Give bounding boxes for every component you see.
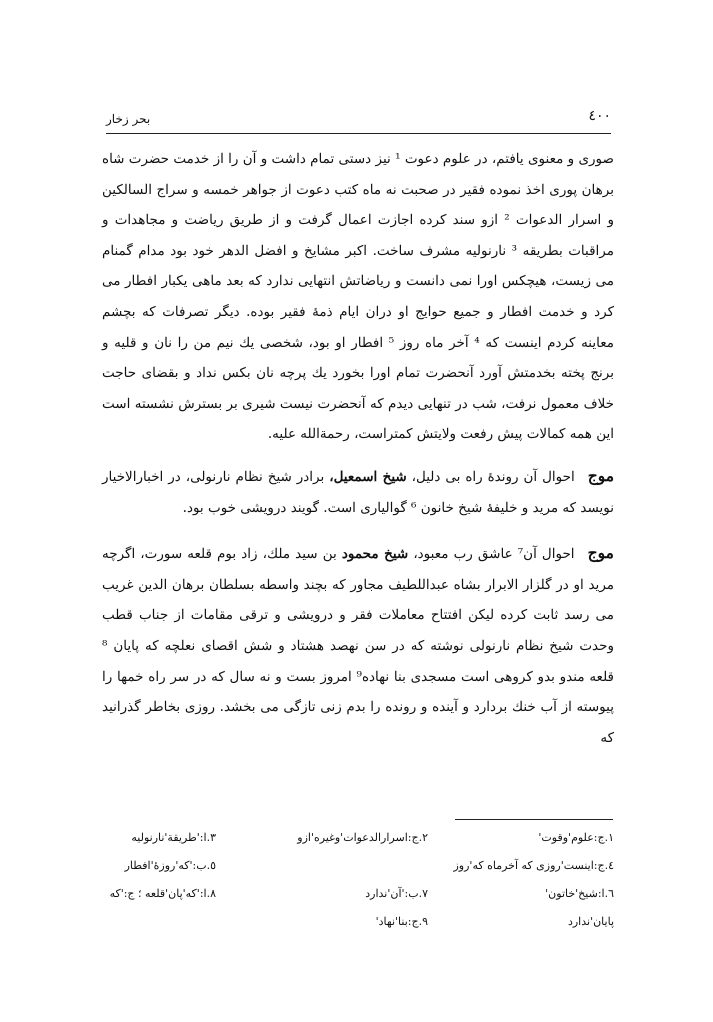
header-rule [106,133,611,134]
footnote: ٨.ا:'که'پان'قلعه ؛ ج:'که [109,887,216,900]
body-text [102,144,614,753]
footnote-row [102,915,614,943]
paragraph-1: صوری و معنوی یافتم، در علوم دعوت ¹ نیز دستی تمام داشت و آن را از خدمت حضرت شاه برهان پوری اخذ نموده فقیر در صحبت نه ماه کتب دعوت از جواهر خمسه و سراج السالکین و اسرار الدعوات ² ازو سند کرده اجازت اعمال گرفت و از طریق ریاضت و مجاهدات و مراقبات بطریقه ³ نارنولیه مشرف ساخت. اکبر مشایخ و افضل الدهر خود بود مدام گمنام می زیست، هیچکس اورا نمی دانست و ریاضاتش انتهایی ندارد که بعد ماهی یکبار افطار می کرد و خدمت افطار و جمیع حوایج او دران ایام ذمۀ فقیر بوده. دیگر تصرفات که بچشم معاینه کردم اینست که ⁴ آخر ماه روز ⁵ افطار او بود، شخصی یك نیم من را نان و قلیه و برنج پخته بخدمتش آورد آنحضرت تمام اورا بخورد یك پرچه نان بکس نداد و بقضای حاجت خلاف معمول نرفت، شب در تنهایی دیدم که آنحضرت نیست شیری بر بسترش نشسته است این همه کمالات پیش رفعت ولایتش کمتراست، رحمةالله علیه. [102,151,614,443]
footnote: ٥.ب:'که'روزۀ'افطار [124,859,216,872]
footnote: ٩.ج:بنا'نهاد' [375,915,428,928]
footnote-row [102,887,614,915]
mauj-heading: موج [587,543,614,563]
footnote-row [102,831,614,859]
footnotes [102,831,614,943]
footnote-rule [455,819,613,820]
footnote: ١.ج:علوم'وقوت' [538,831,614,844]
footnote: ٢.ج:اسرارالدعوات'وغیره'ازو [297,831,428,844]
paragraph-2-intro: احوال آن روندۀ راه بی دلیل، [411,468,575,485]
person-name: شیخ محمود [341,546,409,563]
paragraph-3-intro: احوال آن⁷ عاشق رب معبود، [413,546,575,563]
footnote: ٣.ا:'طریقة'نارنولیه [131,831,216,844]
footnote: ٤.ج:اینست'روزی که آخرماه که'روز [453,859,614,872]
footnote: پایان'ندارد [567,915,614,928]
mauj-heading: موج [587,465,615,485]
paragraph-2-text: برادر شیخ نظام نارنولی، در اخبارالاخیار نویسد که مرید و خلیفۀ شیخ خانون ⁶ گوالیاری است. گویند درویشی خوب بود. [102,468,614,516]
footnote: ٧.ب:'آن'ندارد [365,887,428,900]
person-name: شیخ اسمعیل، [329,468,407,485]
page-number: ٤٠٠ [588,108,611,124]
running-title: بحر زخار [106,112,151,126]
paragraph-2 [102,461,614,523]
footnote: ٦.ا:شیخ'خاتون' [545,887,614,900]
paragraph-3-text: بن سید ملك، زاد بوم قلعه سورت، اگرچه مرید او در گلزار الابرار بشاه عبداللطیف مجاور که بچند واسطه بسلطان برهان الدین غریب می رسد ثابت کرده لیکن افتتاح معاملات فقر و درویشی و ترقی مقامات از جناب قطب وحدت شیخ نظام نارنولی نوشته که در سن نهصد هشتاد و شش اقصای نعلچه که پایان ⁸ قلعه مندو بدو کروهی است مسجدی بنا نهاده⁹ امروز بست و نه سال که در سر راه خمها را پیوسته از آب خنك بردارد و آینده و رونده را بدم زنی تازگی می بخشد. روزی بخاطر گذرانید که [102,546,614,746]
footnote-row [102,859,614,887]
paragraph-3 [102,538,614,753]
page-header [106,104,611,134]
